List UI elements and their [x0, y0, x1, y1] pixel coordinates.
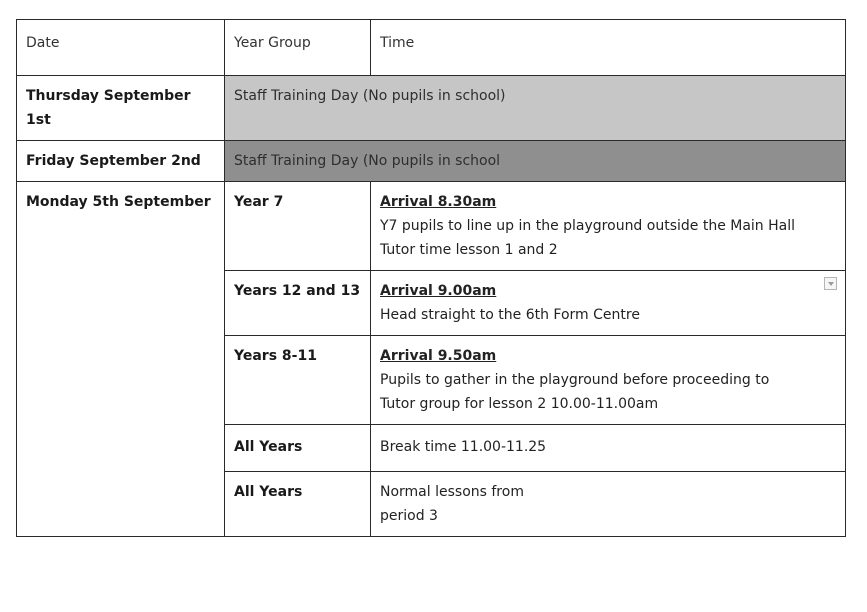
arrival-time: Arrival 9.00am [380, 283, 497, 299]
time-cell [371, 472, 846, 537]
time-cell [371, 336, 846, 425]
arrival-time: Arrival 8.30am [380, 194, 497, 210]
instruction-line: Normal lessons from [380, 484, 524, 500]
table-row [17, 76, 846, 141]
staff-training-note: Staff Training Day (No pupils in school [225, 141, 846, 182]
year-group-cell: Years 8-11 [225, 336, 371, 425]
time-cell [371, 182, 846, 271]
date-cell: Monday 5th September [17, 182, 225, 537]
staff-training-note: Staff Training Day (No pupils in school) [225, 76, 846, 141]
year-group-cell: All Years [225, 472, 371, 537]
instruction-line: Pupils to gather in the playground before proceeding to [380, 372, 770, 388]
header-row [17, 20, 846, 76]
header-time: Time [371, 20, 846, 76]
date-cell: Thursday September 1st [17, 76, 225, 141]
year-group-cell: All Years [225, 425, 371, 472]
header-date: Date [17, 20, 225, 76]
time-cell [371, 425, 846, 472]
instruction-line: Head straight to the 6th Form Centre [380, 307, 640, 323]
arrival-time: Arrival 9.50am [380, 348, 497, 364]
schedule-table [16, 19, 846, 537]
header-year-group: Year Group [225, 20, 371, 76]
instruction-line: period 3 [380, 508, 438, 524]
instruction-line: Tutor group for lesson 2 10.00-11.00am [380, 396, 659, 412]
instruction-line: Tutor time lesson 1 and 2 [380, 242, 558, 258]
dropdown-arrow-icon[interactable] [824, 277, 837, 290]
instruction-line: Break time 11.00-11.25 [380, 439, 547, 455]
year-group-cell: Years 12 and 13 [225, 271, 371, 336]
table-row [17, 141, 846, 182]
year-group-cell: Year 7 [225, 182, 371, 271]
table-row [17, 182, 846, 271]
instruction-line: Y7 pupils to line up in the playground outside the Main Hall [380, 218, 796, 234]
time-cell [371, 271, 846, 336]
date-cell: Friday September 2nd [17, 141, 225, 182]
